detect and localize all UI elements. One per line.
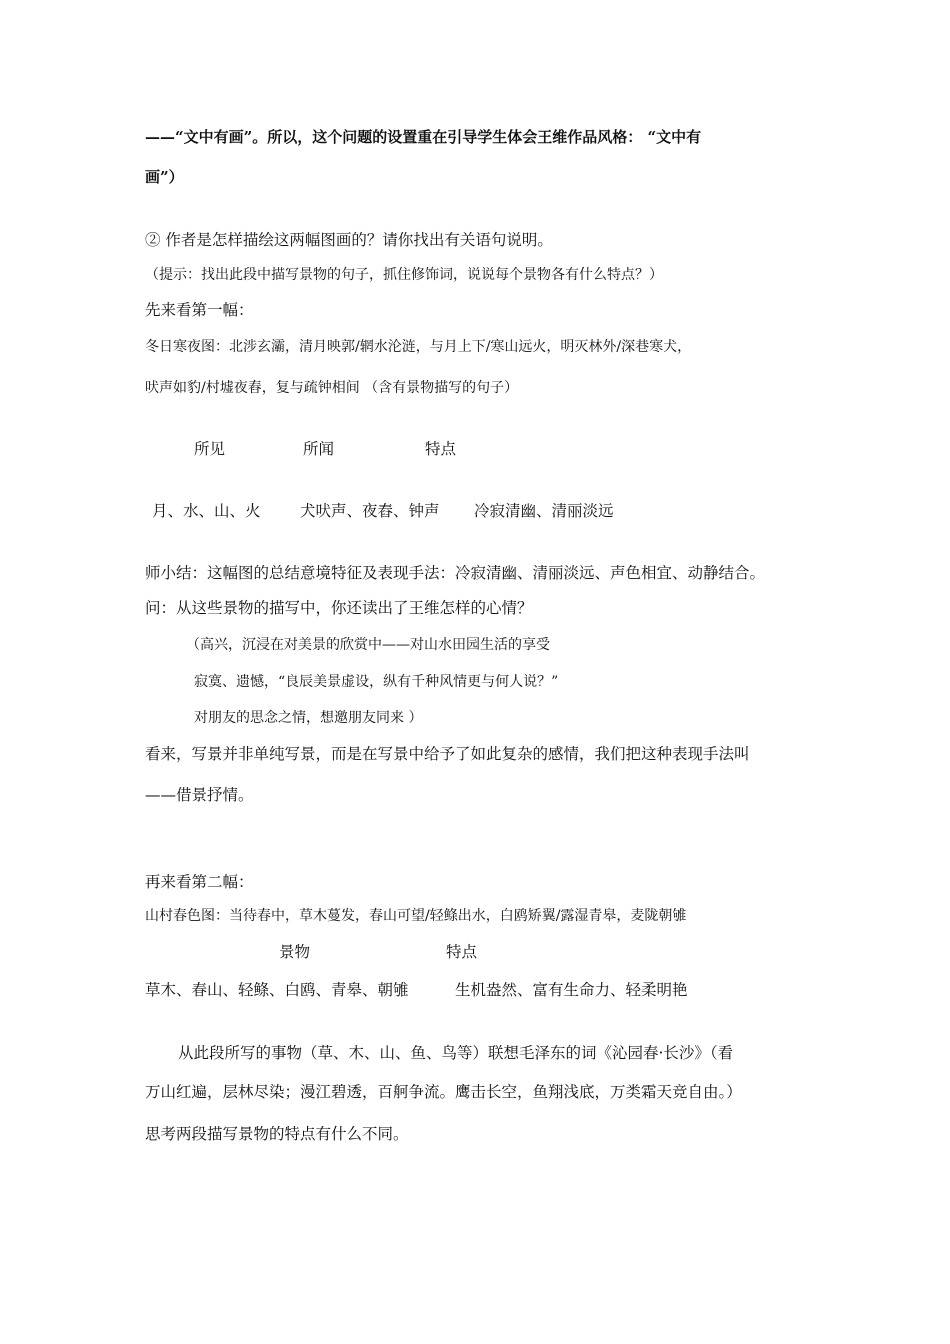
table1-cell-heard: 犬吠声、夜舂、钟声 <box>300 502 440 520</box>
table1-cell-feature: 冷寂清幽、清丽淡远 <box>474 502 614 520</box>
question-mood: 问：从这些景物的描写中，你还读出了王维怎样的心情？ <box>145 599 533 617</box>
answer-line-2: 寂寞、遗憾，“良辰美景虚设，纵有千种风情更与何人说？” <box>194 674 559 690</box>
teacher-summary: 师小结：这幅图的总结意境特征及表现手法：冷寂清幽、清丽淡远、声色相宜、动静结合。 <box>145 564 766 582</box>
table2-cell-scenery: 草木、春山、轻鲦、白鸥、青皋、朝雊 <box>145 981 409 999</box>
winter-scene-line-1: 冬日寒夜图：北涉玄灞，清月映郭/辋水沦涟，与月上下/寒山远火，明灭林外/深巷寒犬， <box>145 339 692 355</box>
mao-poem-line-2: 万山红遍，层林尽染；漫江碧透，百舸争流。鹰击长空，鱼翔浅底，万类霜天竞自由。） <box>145 1083 742 1101</box>
question-2: ② 作者是怎样描绘这两幅图画的？请你找出有关语句说明。 <box>145 231 553 249</box>
intro-line-1: ——“文中有画”。所以，这个问题的设置重在引导学生体会王维作品风格： “文中有 <box>145 128 702 146</box>
think-question: 思考两段描写景物的特点有什么不同。 <box>145 1125 409 1143</box>
mao-poem-line-1: 从此段所写的事物（草、木、山、鱼、鸟等）联想毛泽东的词《沁园春·长沙》（看 <box>178 1044 734 1062</box>
conclusion-line-2: ——借景抒情。 <box>145 786 254 804</box>
second-picture-intro: 再来看第二幅： <box>145 873 254 891</box>
table2-cell-feature: 生机盎然、富有生命力、轻柔明艳 <box>455 981 688 999</box>
winter-scene-line-2: 吠声如豹/村墟夜舂，复与疏钟相间 （含有景物描写的句子） <box>145 380 519 396</box>
table2-header-feature: 特点 <box>446 943 478 961</box>
first-picture-intro: 先来看第一幅： <box>145 301 254 319</box>
conclusion-line-1: 看来，写景并非单纯写景，而是在写景中给予了如此复杂的感情，我们把这种表现手法叫 <box>145 745 750 763</box>
answer-line-3: 对朋友的思念之情，想邀朋友同来 ） <box>194 710 423 726</box>
answer-line-1: （高兴，沉浸在对美景的欣赏中——对山水田园生活的享受 <box>186 637 550 653</box>
hint-line: （提示：找出此段中描写景物的句子，抓住修饰词，说说每个景物各有什么特点？） <box>145 267 663 283</box>
table1-header-seen: 所见 <box>194 440 226 458</box>
spring-scene-line: 山村春色图：当待春中，草木蔓发，春山可望/轻鲦出水，白鸥矫翼/露湿青皋，麦陇朝雊 <box>145 908 687 924</box>
table1-header-heard: 所闻 <box>303 440 335 458</box>
intro-line-2: 画”） <box>145 168 184 186</box>
table1-cell-seen: 月、水、山、火 <box>152 502 261 520</box>
table2-header-scenery: 景物 <box>279 943 311 961</box>
table1-header-feature: 特点 <box>425 440 457 458</box>
